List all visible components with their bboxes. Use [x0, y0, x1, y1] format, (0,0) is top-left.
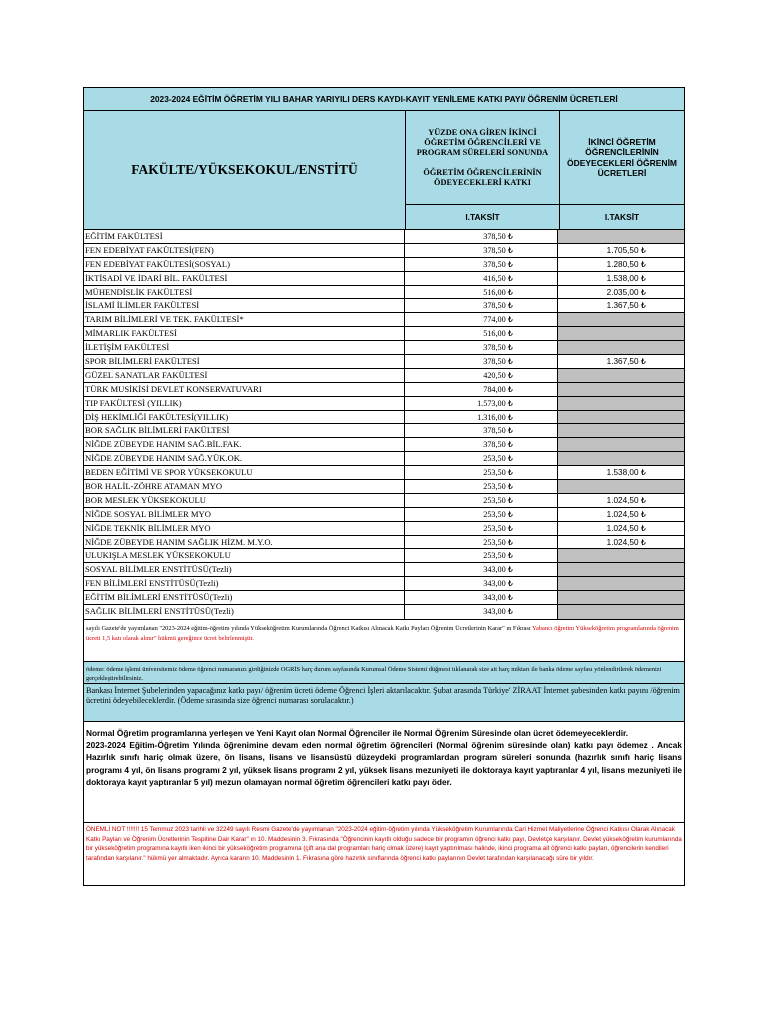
contribution-fee-cell: 416,50 ₺ [405, 272, 558, 285]
note-bank-payment: Bankası İnternet Şubelerinden yapacağınız katkı payı/ öğrenim ücreti ödeme Öğrenci İşleri aktarılacaktır. Şubat arasında Türkiye' ZİRAAT İnternet şubesinden katkı payını /öğrenim ücretini ödeyebileceklerdir. (Ödeme sırasında size öğrenci numarası sorulacaktır.) [84, 683, 684, 721]
tuition-fee-cell [558, 605, 684, 619]
faculty-name-cell: MİMARLIK FAKÜLTESİ [84, 327, 405, 340]
faculty-name-cell: GÜZEL SANATLAR FAKÜLTESİ [84, 369, 405, 382]
contribution-header-line1: YÜZDE ONA GİREN İKİNCİ ÖĞRETİM ÖĞRENCİLERİ VE PROGRAM SÜRELERİ SONUNDA [416, 127, 549, 157]
contribution-installment-label: I.TAKSİT [406, 205, 559, 229]
faculty-name-cell: NİĞDE ZÜBEYDE HANIM SAĞLIK HİZM. M.Y.O. [84, 536, 405, 549]
faculty-name-cell: MÜHENDİSLİK FAKÜLTESİ [84, 286, 405, 299]
table-row [84, 466, 684, 480]
contribution-fee-cell: 253,50 ₺ [405, 549, 558, 562]
tuition-fee-cell [558, 341, 684, 354]
contribution-fee-cell: 378,50 ₺ [405, 230, 558, 243]
faculty-column-header: FAKÜLTE/YÜKSEKOKUL/ENSTİTÜ [84, 111, 406, 229]
faculty-name-cell: EĞİTİM FAKÜLTESİ [84, 230, 405, 243]
table-body [84, 230, 684, 619]
tuition-fee-cell: 1.367,50 ₺ [606, 301, 646, 311]
note-d-paragraph-1: Normal Öğretim programlarına yerleşen ve Yeni Kayıt olan Normal Öğrenciler ile Normal Öğrenim Süresinde olan ücret ödemeyeceklerdir. [86, 727, 629, 738]
contribution-fee-cell: 343,00 ₺ [405, 563, 558, 576]
contribution-header-line2: ÖĞRETİM ÖĞRENCİLERİNİN ÖDEYECEKLERİ KATKI [423, 167, 542, 187]
table-row [84, 605, 684, 619]
table-row [84, 494, 684, 508]
tuition-fee-cell [558, 480, 684, 493]
faculty-name-cell: DİŞ HEKİMLİĞİ FAKÜLTESİ(YILLIK) [84, 411, 405, 424]
contribution-fee-cell: 516,00 ₺ [405, 327, 558, 340]
table-row [84, 480, 684, 494]
table-row [84, 230, 684, 244]
contribution-fee-cell: 378,50 ₺ [405, 258, 558, 271]
contribution-fee-cell: 253,50 ₺ [405, 522, 558, 535]
contribution-fee-cell: 378,50 ₺ [405, 438, 558, 451]
faculty-name-cell: SOSYAL BİLİMLER ENSTİTÜSÜ(Tezli) [84, 563, 405, 576]
tuition-column-header [560, 111, 684, 229]
table-row [84, 341, 684, 355]
table-row [84, 286, 684, 300]
tuition-fee-cell [558, 549, 684, 562]
faculty-name-cell: TÜRK MUSİKİSİ DEVLET KONSERVATUVARI [84, 383, 405, 396]
faculty-name-cell: NİĞDE ZÜBEYDE HANIM SAĞ.YÜK.OK. [84, 452, 405, 465]
contribution-fee-cell: 378,50 ₺ [405, 424, 558, 437]
contribution-fee-cell: 253,50 ₺ [405, 466, 558, 479]
table-row [84, 411, 684, 425]
tuition-fee-cell [558, 383, 684, 396]
faculty-name-cell: İSLAMİ İLİMLER FAKÜLTESİ [84, 299, 405, 312]
faculty-name-cell: İKTİSADİ VE İDARİ BİL. FAKÜLTESİ [84, 272, 405, 285]
tuition-fee-cell [558, 438, 684, 451]
note-a-red-text: Yabancı öğretim Yükseköğretim programlarında öğrenim ücreti 1,5 katı olarak alınır" hükmü gereğince ücret belirlenmiştir. [86, 624, 679, 642]
tuition-fee-cell: 1.024,50 ₺ [606, 537, 646, 547]
contribution-fee-cell: 420,50 ₺ [405, 369, 558, 382]
table-row [84, 244, 684, 258]
tuition-fee-cell: 1.538,00 ₺ [606, 468, 646, 478]
faculty-name-cell: NİĞDE ZÜBEYDE HANIM SAĞ.BİL.FAK. [84, 438, 405, 451]
faculty-name-cell: NİĞDE TEKNİK BİLİMLER MYO [84, 522, 405, 535]
table-row [84, 424, 684, 438]
note-foreign-language [84, 619, 684, 661]
tuition-fee-cell [558, 230, 684, 243]
contribution-column-header [406, 111, 560, 229]
tuition-fee-cell [558, 424, 684, 437]
tuition-fee-cell: 1.538,00 ₺ [606, 273, 646, 283]
tuition-fee-cell [558, 563, 684, 576]
table-row [84, 591, 684, 605]
table-row [84, 536, 684, 550]
table-row [84, 508, 684, 522]
faculty-name-cell: BOR HALİL-ZÖHRE ATAMAN MYO [84, 480, 405, 493]
faculty-name-cell: BOR MESLEK YÜKSEKOKULU [84, 494, 405, 507]
contribution-fee-cell: 1.573,00 ₺ [405, 397, 558, 410]
table-row [84, 383, 684, 397]
table-row [84, 563, 684, 577]
faculty-name-cell: BEDEN EĞİTİMİ VE SPOR YÜKSEKOKULU [84, 466, 405, 479]
contribution-fee-cell: 378,50 ₺ [405, 299, 558, 312]
table-row [84, 397, 684, 411]
note-normal-education [84, 721, 684, 822]
contribution-fee-cell: 784,00 ₺ [405, 383, 558, 396]
contribution-fee-cell: 378,50 ₺ [405, 341, 558, 354]
table-row [84, 438, 684, 452]
contribution-fee-cell: 774,00 ₺ [405, 313, 558, 326]
tuition-fee-cell [558, 411, 684, 424]
tuition-installment-label: I.TAKSİT [560, 205, 684, 229]
table-row [84, 369, 684, 383]
table-row [84, 577, 684, 591]
tuition-fee-cell: 2.035,00 ₺ [606, 287, 646, 297]
table-row [84, 549, 684, 563]
note-d-paragraph-2: 2023-2024 Eğitim-Öğretim Yılında öğrenimine devam eden normal öğretim öğrencileri (Normal öğrenim süresinde olan) katkı payı ödemez . Ancak Hazırlık sınıfı hariç olmak üzere, ön lisans, lisans ve lisansüstü düzeydeki programlardan program süreleri sonunda (hazırlık sınıfı hariç lisans programı 4 yıl, ön lisans programı 2 yıl, yüksek lisans programı 2 yıl, yüksek lisans mezuniyeti ile doktoraya kayıt yaptıranlar 4 yıl, lisans mezuniyeti ile doktoraya kayıt yaptıranlar 5 yıl) mezun olamayan normal öğretim öğrencileri katkı payı öder. [86, 740, 682, 787]
contribution-fee-cell: 253,50 ₺ [405, 452, 558, 465]
faculty-name-cell: ULUKIŞLA MESLEK YÜKSEKOKULU [84, 549, 405, 562]
faculty-name-cell: FEN EDEBİYAT FAKÜLTESİ(SOSYAL) [84, 258, 405, 271]
faculty-name-cell: TIP FAKÜLTESİ (YILLIK) [84, 397, 405, 410]
contribution-fee-cell: 516,00 ₺ [405, 286, 558, 299]
tuition-fee-cell: 1.024,50 ₺ [606, 509, 646, 519]
tuition-fee-cell [558, 327, 684, 340]
faculty-name-cell: FEN EDEBİYAT FAKÜLTESİ(FEN) [84, 244, 405, 257]
faculty-name-cell: SAĞLIK BİLİMLERİ ENSTİTÜSÜ(Tezli) [84, 605, 405, 619]
contribution-fee-cell: 1.316,00 ₺ [405, 411, 558, 424]
faculty-name-cell: TARIM BİLİMLERİ VE TEK. FAKÜLTESİ* [84, 313, 405, 326]
fee-table [83, 87, 685, 886]
faculty-name-cell: SPOR BİLİMLERİ FAKÜLTESİ [84, 355, 405, 368]
tuition-fee-cell: 1.280,50 ₺ [606, 259, 646, 269]
table-row [84, 355, 684, 369]
tuition-fee-cell: 1.367,50 ₺ [606, 357, 646, 367]
contribution-fee-cell: 378,50 ₺ [405, 244, 558, 257]
contribution-fee-cell: 378,50 ₺ [405, 355, 558, 368]
table-row [84, 327, 684, 341]
contribution-fee-cell: 253,50 ₺ [405, 508, 558, 521]
contribution-fee-cell: 343,00 ₺ [405, 605, 558, 619]
tuition-fee-cell [558, 397, 684, 410]
tuition-fee-cell: 1.705,50 ₺ [606, 245, 646, 255]
table-row [84, 452, 684, 466]
tuition-fee-cell [558, 369, 684, 382]
tuition-fee-cell: 1.024,50 ₺ [606, 523, 646, 533]
table-row [84, 522, 684, 536]
faculty-name-cell: EĞİTİM BİLİMLERİ ENSTİTÜSÜ(Tezli) [84, 591, 405, 604]
tuition-fee-cell: 1.024,50 ₺ [606, 495, 646, 505]
contribution-fee-cell: 343,00 ₺ [405, 577, 558, 590]
note-a-text: sayılı Gazete'de yayımlanan "2023-2024 eğitim-öğretim yılında Yükseköğretim Kurumlarında Öğrenci Katkısı Alınacak Katkı Payları Öğrenim Ücretlerinin Karar" ın Fıkrası [86, 624, 531, 632]
contribution-fee-cell: 253,50 ₺ [405, 494, 558, 507]
note-important: ÖNEMLİ NOT !!!!!!! 15 Temmuz 2023 tarihli ve 32249 sayılı Resmi Gazete'de yayımlanan "2023-2024 eğitim-öğretim yılında Yükseköğretim Kurumlarında Cari Hizmet Maliyetlerine Öğrenci Katkısı Olarak Alınacak Katkı Payları ve Öğrenim Ücretlerinin Tespitine Dair Karar" ın 10. Maddesinin 3. Fıkrasında "Öğrencinin kayıtlı olduğu sadece bir programın öğrenci katkı payı, Devletçe karşılanır. Devlet yükseköğretim kurumlarında bir yükseköğretim programına kayıtlı iken ikinci bir yükseköğretim programına (çift ana dal programları hariç olmak üzere) kayıt yaptırılması halinde, ikinci programa ait öğrenci katkı payları, öğrencilerin kendileri tarafından karşılanır." hükmü yer almaktadır. Ayrıca kararın 10. Maddesinin 1. Fıkrasına göre hazırlık sınıflarında öğrenci katkı paylarının Devlet tarafından karşılanacağı süre bir yıldır. [84, 822, 684, 885]
faculty-name-cell: BOR SAĞLIK BİLİMLERİ FAKÜLTESİ [84, 424, 405, 437]
contribution-fee-cell: 253,50 ₺ [405, 480, 558, 493]
tuition-header-text: İKİNCİ ÖĞRETİM ÖĞRENCİLERİNİN ÖDEYECEKLERİ ÖĞRENİM ÜCRETLERİ [560, 111, 684, 205]
tuition-fee-cell [558, 313, 684, 326]
contribution-fee-cell: 253,50 ₺ [405, 536, 558, 549]
note-payment-system: ödeme: ödeme işlemi üniversitemiz ödeme öğrenci numaranızı girdiğinizde OGRİS harç durum sayfasında Kurumsal Ödeme Sistemi düğmesi tıklanarak size ait harç miktarı ile banka ödeme sayfası yönlendirilerek ödemenizi gerçekleştirebilirsiniz. [84, 661, 684, 683]
table-row [84, 272, 684, 286]
tuition-fee-cell [558, 577, 684, 590]
faculty-name-cell: İLETİŞİM FAKÜLTESİ [84, 341, 405, 354]
table-title: 2023-2024 EĞİTİM ÖĞRETİM YILI BAHAR YARIYILI DERS KAYDI-KAYIT YENİLEME KATKI PAYI/ ÖĞRENİM ÜCRETLERİ [84, 88, 684, 111]
contribution-fee-cell: 343,00 ₺ [405, 591, 558, 604]
table-row [84, 299, 684, 313]
table-header [84, 111, 684, 230]
table-row [84, 313, 684, 327]
tuition-fee-cell [558, 452, 684, 465]
tuition-fee-cell [558, 591, 684, 604]
faculty-name-cell: FEN BİLİMLERİ ENSTİTÜSÜ(Tezli) [84, 577, 405, 590]
table-row [84, 258, 684, 272]
faculty-name-cell: NİĞDE SOSYAL BİLİMLER MYO [84, 508, 405, 521]
